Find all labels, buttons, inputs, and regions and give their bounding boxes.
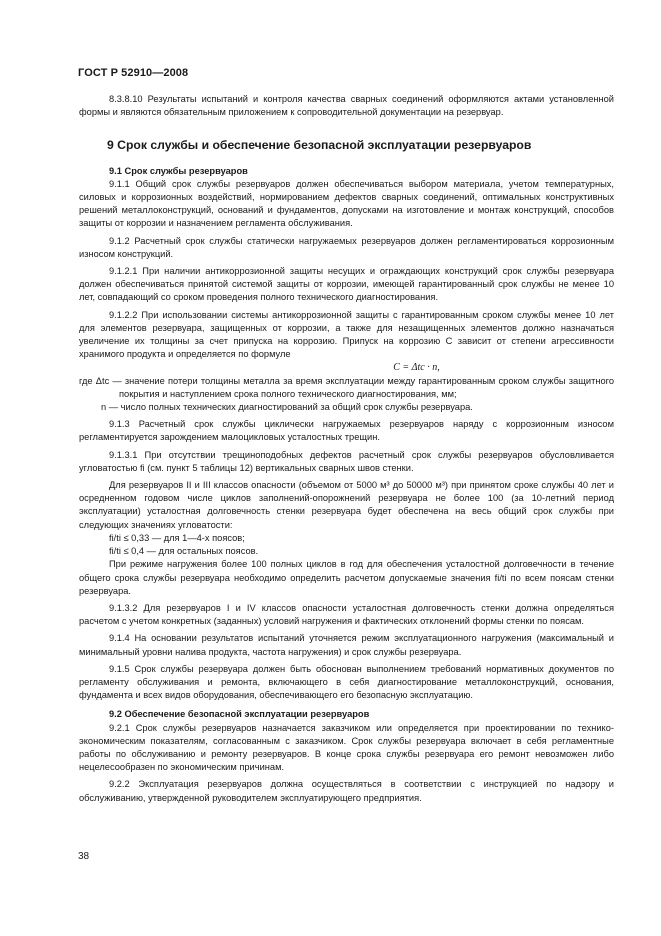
paragraph-9-1-2-2: 9.1.2.2 При использовании системы антикоррозионной защиты с гарантированным сроком службы менее 10 лет для элементов резервуара, защищенных от коррозии, а также для незащищенных элементов должно назначаться увеличение их толщины за счет припуска на коррозию. Припуск на коррозию C зависит от степени агрессивности хранимого продукта и определяется по формуле: [79, 309, 614, 360]
paragraph-9-1-2: 9.1.2 Расчетный срок службы статически нагружаемых резервуаров должен регламентироваться коррозионным износом конструкций.: [79, 235, 614, 259]
angularity-ratio-2: fi/ti ≤ 0,4 — для остальных поясов.: [109, 546, 259, 557]
paragraph-9-2-1: 9.2.1 Срок службы резервуаров назначается заказчиком или определяется при проектировании по технико-экономическим показателям, согласованным с заказчиком. Срок службы резервуара включает в себя регламентные работы по обслуживанию и ремонту резервуаров. В конце срока службы резервуара его ремонт невозможен либо нецелесообразен по экономическим причинам.: [79, 722, 614, 773]
subsection-9-2-heading: 9.2 Обеспечение безопасной эксплуатации резервуаров: [109, 709, 370, 720]
subsection-9-1-heading: 9.1 Срок службы резервуаров: [109, 165, 248, 176]
paragraph-9-1-2-1: 9.1.2.1 При наличии антикоррозионной защиты несущих и ограждающих конструкций срок службы резервуара должен обеспечиваться принятой системой защиты от коррозии, имеющей гарантированный срок службы не менее 10 лет, совпадающий со сроком проведения полного технического диагностирования.: [79, 266, 614, 303]
paragraph-9-1-1: 9.1.1 Общий срок службы резервуаров должен обеспечиваться выбором материала, учетом температурных, силовых и коррозионных воздействий, нормированием дефектов сварных соединений, оптимальных конструктивных решений металлоконструкций, оснований и фундаментов, допусками на изготовление и монтаж конструкций, способов защиты от коррозии и назначением регламента обслуживания.: [79, 178, 614, 229]
formula-definition-delta-tc: где Δtc — значение потери толщины металла за время эксплуатации между гарантированным сроком службы защитного покрытия и наступлением срока полного технического диагностирования, мм;: [79, 375, 614, 399]
paragraph-9-1-3: 9.1.3 Расчетный срок службы циклически нагружаемых резервуаров наряду с коррозионным износом регламентируется зарождением малоцикловых усталостных трещин.: [79, 419, 614, 443]
section-9-heading: 9 Срок службы и обеспечение безопасной эксплуатации резервуаров: [107, 138, 532, 153]
page-number: 38: [78, 851, 90, 862]
paragraph-9-2-2: 9.2.2 Эксплуатация резервуаров должна осуществляться в соответствии с инструкцией по надзору и обслуживанию, утвержденной руководителем эксплуатирующего предприятия.: [79, 779, 614, 803]
corrosion-allowance-formula: C = Δtc · n,: [393, 362, 440, 374]
paragraph-hazard-classes: Для резервуаров II и III классов опасности (объемом от 5000 м³ до 50000 м³) при принятом сроке службы 40 лет и осредненном годовом числе циклов заполнений-опорожнений резервуара не более 100 (за 10-летний период эксплуатации) усталостная долговечность стенки резервуара будет обеспечена на весь общий срок службы при следующих значениях угловатости:: [79, 480, 614, 530]
document-header: ГОСТ Р 52910—2008: [78, 67, 189, 79]
paragraph-9-1-3-1: 9.1.3.1 При отсутствии трещиноподобных дефектов расчетный срок службы резервуаров обусловливается угловатостью fi (см. пункт 5 таблицы 12) вертикальных сварных швов стенки.: [79, 449, 614, 473]
paragraph-load-regime: При режиме нагружения более 100 полных циклов в год для обеспечения усталостной долговечности в течение общего срока службы резервуара необходимо определить расчетом допускаемые значения fi/ti по всем поясам стенки резервуара.: [79, 559, 614, 596]
formula-definition-n: n — число полных технических диагностирований за общий срок службы резервуара.: [101, 402, 473, 413]
paragraph-8-3-8-10: 8.3.8.10 Результаты испытаний и контроля качества сварных соединений оформляются актами установленной формы и являются обязательным приложением к сопроводительной документации на резервуар.: [79, 94, 614, 118]
document-body: [79, 93, 614, 805]
angularity-ratio-1: fi/ti ≤ 0,33 — для 1—4-х поясов;: [109, 532, 245, 543]
paragraph-9-1-3-2: 9.1.3.2 Для резервуаров I и IV классов опасности усталостная долговечность стенки должна определяться расчетом с учетом конкретных (заданных) условий нагружения и фактических отклонений формы стенки по поясам.: [79, 602, 614, 627]
paragraph-9-1-5: 9.1.5 Срок службы резервуара должен быть обоснован выполнением требований нормативных документов по регламенту обслуживания и ремонта, включающего в себя диагностирование металлоконструкций, основания, фундамента и всех видов оборудования, обеспечивающего его безопасную эксплуатацию.: [79, 663, 614, 701]
paragraph-9-1-4: 9.1.4 На основании результатов испытаний уточняется режим эксплуатационного нагружения (максимальный и минимальный уровни налива продукта, частота нагружения) и срок службы резервуара.: [79, 633, 614, 657]
